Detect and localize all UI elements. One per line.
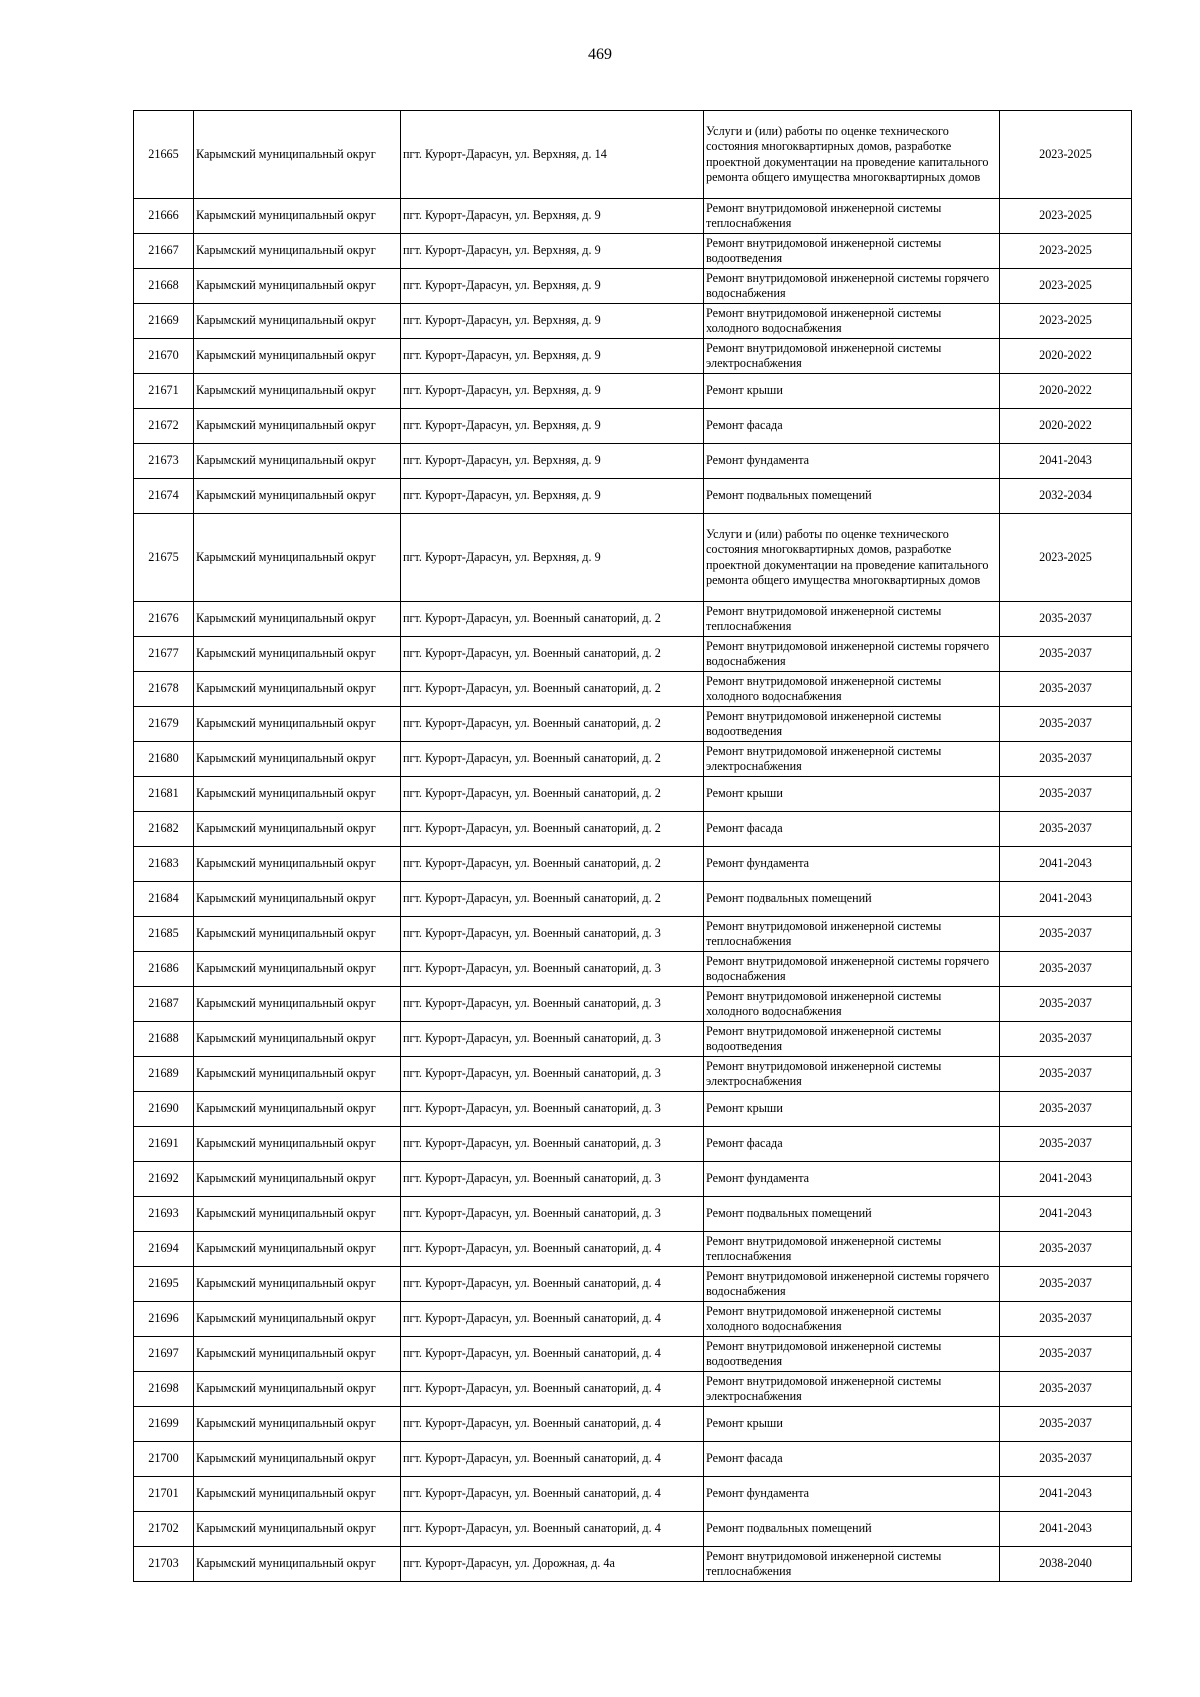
table-row	[134, 917, 1132, 952]
period-cell: 2041-2043	[1000, 1477, 1132, 1512]
page-number: 469	[588, 46, 612, 63]
row-number-cell: 21691	[134, 1127, 194, 1162]
row-number-cell: 21703	[134, 1547, 194, 1582]
work-type-cell: Услуги и (или) работы по оценке технического состояния многоквартирных домов, разработке проектной документации на проведение капитального ремонта общего имущества многоквартирных домов	[704, 111, 1000, 199]
address-cell: пгт. Курорт-Дарасун, ул. Дорожная, д. 4а	[401, 1547, 704, 1582]
address-cell: пгт. Курорт-Дарасун, ул. Военный санаторий, д. 4	[401, 1267, 704, 1302]
work-type-cell: Ремонт внутридомовой инженерной системы электроснабжения	[704, 1372, 1000, 1407]
work-type-cell: Ремонт фасада	[704, 1127, 1000, 1162]
district-cell: Карымский муниципальный округ	[194, 444, 401, 479]
address-cell: пгт. Курорт-Дарасун, ул. Верхняя, д. 9	[401, 304, 704, 339]
work-type-cell: Ремонт фасада	[704, 1442, 1000, 1477]
address-cell: пгт. Курорт-Дарасун, ул. Военный санаторий, д. 2	[401, 602, 704, 637]
table-row	[134, 1127, 1132, 1162]
address-cell: пгт. Курорт-Дарасун, ул. Военный санаторий, д. 2	[401, 637, 704, 672]
work-type-cell: Ремонт внутридомовой инженерной системы электроснабжения	[704, 742, 1000, 777]
address-cell: пгт. Курорт-Дарасун, ул. Верхняя, д. 9	[401, 234, 704, 269]
district-cell: Карымский муниципальный округ	[194, 672, 401, 707]
row-number-cell: 21702	[134, 1512, 194, 1547]
period-cell: 2035-2037	[1000, 672, 1132, 707]
work-type-cell: Ремонт фасада	[704, 812, 1000, 847]
district-cell: Карымский муниципальный округ	[194, 1337, 401, 1372]
work-type-cell: Ремонт внутридомовой инженерной системы водоотведения	[704, 1022, 1000, 1057]
district-cell: Карымский муниципальный округ	[194, 987, 401, 1022]
period-cell: 2035-2037	[1000, 602, 1132, 637]
row-number-cell: 21672	[134, 409, 194, 444]
district-cell: Карымский муниципальный округ	[194, 637, 401, 672]
address-cell: пгт. Курорт-Дарасун, ул. Военный санаторий, д. 3	[401, 952, 704, 987]
address-cell: пгт. Курорт-Дарасун, ул. Военный санаторий, д. 4	[401, 1372, 704, 1407]
table-row	[134, 1302, 1132, 1337]
district-cell: Карымский муниципальный округ	[194, 777, 401, 812]
row-number-cell: 21684	[134, 882, 194, 917]
row-number-cell: 21698	[134, 1372, 194, 1407]
table-row	[134, 847, 1132, 882]
work-type-cell: Ремонт внутридомовой инженерной системы горячего водоснабжения	[704, 1267, 1000, 1302]
period-cell: 2035-2037	[1000, 1407, 1132, 1442]
row-number-cell: 21700	[134, 1442, 194, 1477]
work-type-cell: Ремонт внутридомовой инженерной системы водоотведения	[704, 1337, 1000, 1372]
period-cell: 2035-2037	[1000, 1022, 1132, 1057]
district-cell: Карымский муниципальный округ	[194, 847, 401, 882]
address-cell: пгт. Курорт-Дарасун, ул. Верхняя, д. 9	[401, 444, 704, 479]
address-cell: пгт. Курорт-Дарасун, ул. Верхняя, д. 9	[401, 199, 704, 234]
row-number-cell: 21676	[134, 602, 194, 637]
district-cell: Карымский муниципальный округ	[194, 1372, 401, 1407]
row-number-cell: 21668	[134, 269, 194, 304]
table-row	[134, 987, 1132, 1022]
table-body	[134, 111, 1132, 1582]
period-cell: 2035-2037	[1000, 1372, 1132, 1407]
work-type-cell: Ремонт фундамента	[704, 1477, 1000, 1512]
period-cell: 2023-2025	[1000, 199, 1132, 234]
work-type-cell: Ремонт крыши	[704, 777, 1000, 812]
work-type-cell: Ремонт фасада	[704, 409, 1000, 444]
period-cell: 2035-2037	[1000, 917, 1132, 952]
work-type-cell: Ремонт внутридомовой инженерной системы горячего водоснабжения	[704, 952, 1000, 987]
address-cell: пгт. Курорт-Дарасун, ул. Военный санаторий, д. 2	[401, 847, 704, 882]
district-cell: Карымский муниципальный округ	[194, 1232, 401, 1267]
table-row	[134, 777, 1132, 812]
work-type-cell: Ремонт внутридомовой инженерной системы теплоснабжения	[704, 917, 1000, 952]
district-cell: Карымский муниципальный округ	[194, 707, 401, 742]
row-number-cell: 21673	[134, 444, 194, 479]
address-cell: пгт. Курорт-Дарасун, ул. Военный санаторий, д. 2	[401, 707, 704, 742]
work-type-cell: Ремонт внутридомовой инженерной системы холодного водоснабжения	[704, 1302, 1000, 1337]
period-cell: 2041-2043	[1000, 1197, 1132, 1232]
table-row	[134, 602, 1132, 637]
period-cell: 2035-2037	[1000, 637, 1132, 672]
row-number-cell: 21692	[134, 1162, 194, 1197]
row-number-cell: 21679	[134, 707, 194, 742]
table-row	[134, 1197, 1132, 1232]
work-type-cell: Ремонт крыши	[704, 1407, 1000, 1442]
table-row	[134, 1547, 1132, 1582]
district-cell: Карымский муниципальный округ	[194, 269, 401, 304]
district-cell: Карымский муниципальный округ	[194, 479, 401, 514]
row-number-cell: 21685	[134, 917, 194, 952]
table-row	[134, 1477, 1132, 1512]
row-number-cell: 21683	[134, 847, 194, 882]
work-type-cell: Ремонт крыши	[704, 1092, 1000, 1127]
table-row	[134, 1372, 1132, 1407]
district-cell: Карымский муниципальный округ	[194, 1197, 401, 1232]
period-cell: 2035-2037	[1000, 952, 1132, 987]
period-cell: 2041-2043	[1000, 1162, 1132, 1197]
period-cell: 2020-2022	[1000, 339, 1132, 374]
table-row	[134, 1092, 1132, 1127]
table-row	[134, 444, 1132, 479]
period-cell: 2020-2022	[1000, 409, 1132, 444]
period-cell: 2035-2037	[1000, 987, 1132, 1022]
address-cell: пгт. Курорт-Дарасун, ул. Военный санаторий, д. 2	[401, 777, 704, 812]
work-type-cell: Ремонт внутридомовой инженерной системы холодного водоснабжения	[704, 987, 1000, 1022]
period-cell: 2035-2037	[1000, 812, 1132, 847]
address-cell: пгт. Курорт-Дарасун, ул. Военный санаторий, д. 3	[401, 987, 704, 1022]
district-cell: Карымский муниципальный округ	[194, 514, 401, 602]
table-row	[134, 479, 1132, 514]
row-number-cell: 21693	[134, 1197, 194, 1232]
capital-repair-table	[133, 110, 1132, 1582]
work-type-cell: Ремонт внутридомовой инженерной системы водоотведения	[704, 234, 1000, 269]
address-cell: пгт. Курорт-Дарасун, ул. Военный санаторий, д. 2	[401, 672, 704, 707]
address-cell: пгт. Курорт-Дарасун, ул. Верхняя, д. 9	[401, 479, 704, 514]
district-cell: Карымский муниципальный округ	[194, 234, 401, 269]
period-cell: 2020-2022	[1000, 374, 1132, 409]
table-row	[134, 742, 1132, 777]
row-number-cell: 21687	[134, 987, 194, 1022]
row-number-cell: 21669	[134, 304, 194, 339]
period-cell: 2041-2043	[1000, 882, 1132, 917]
work-type-cell: Ремонт внутридомовой инженерной системы электроснабжения	[704, 1057, 1000, 1092]
work-type-cell: Ремонт подвальных помещений	[704, 1197, 1000, 1232]
period-cell: 2038-2040	[1000, 1547, 1132, 1582]
district-cell: Карымский муниципальный округ	[194, 409, 401, 444]
table-row	[134, 374, 1132, 409]
district-cell: Карымский муниципальный округ	[194, 1407, 401, 1442]
district-cell: Карымский муниципальный округ	[194, 812, 401, 847]
row-number-cell: 21677	[134, 637, 194, 672]
table-row	[134, 1512, 1132, 1547]
period-cell: 2035-2037	[1000, 1337, 1132, 1372]
work-type-cell: Ремонт внутридомовой инженерной системы теплоснабжения	[704, 1232, 1000, 1267]
period-cell: 2041-2043	[1000, 847, 1132, 882]
period-cell: 2023-2025	[1000, 304, 1132, 339]
row-number-cell: 21680	[134, 742, 194, 777]
work-type-cell: Ремонт внутридомовой инженерной системы горячего водоснабжения	[704, 637, 1000, 672]
work-type-cell: Ремонт подвальных помещений	[704, 1512, 1000, 1547]
work-type-cell: Ремонт внутридомовой инженерной системы электроснабжения	[704, 339, 1000, 374]
table-row	[134, 672, 1132, 707]
table-row	[134, 514, 1132, 602]
district-cell: Карымский муниципальный округ	[194, 1547, 401, 1582]
address-cell: пгт. Курорт-Дарасун, ул. Военный санаторий, д. 3	[401, 1127, 704, 1162]
table-row	[134, 707, 1132, 742]
address-cell: пгт. Курорт-Дарасун, ул. Военный санаторий, д. 2	[401, 812, 704, 847]
work-type-cell: Ремонт внутридомовой инженерной системы холодного водоснабжения	[704, 304, 1000, 339]
district-cell: Карымский муниципальный округ	[194, 111, 401, 199]
address-cell: пгт. Курорт-Дарасун, ул. Верхняя, д. 14	[401, 111, 704, 199]
work-type-cell: Ремонт подвальных помещений	[704, 479, 1000, 514]
address-cell: пгт. Курорт-Дарасун, ул. Военный санаторий, д. 3	[401, 1162, 704, 1197]
period-cell: 2023-2025	[1000, 269, 1132, 304]
work-type-cell: Ремонт фундамента	[704, 847, 1000, 882]
address-cell: пгт. Курорт-Дарасун, ул. Военный санаторий, д. 3	[401, 1057, 704, 1092]
district-cell: Карымский муниципальный округ	[194, 374, 401, 409]
row-number-cell: 21681	[134, 777, 194, 812]
work-type-cell: Ремонт фундамента	[704, 1162, 1000, 1197]
row-number-cell: 21701	[134, 1477, 194, 1512]
row-number-cell: 21682	[134, 812, 194, 847]
address-cell: пгт. Курорт-Дарасун, ул. Военный санаторий, д. 4	[401, 1232, 704, 1267]
address-cell: пгт. Курорт-Дарасун, ул. Военный санаторий, д. 3	[401, 1022, 704, 1057]
period-cell: 2041-2043	[1000, 1512, 1132, 1547]
table-row	[134, 199, 1132, 234]
address-cell: пгт. Курорт-Дарасун, ул. Военный санаторий, д. 4	[401, 1512, 704, 1547]
address-cell: пгт. Курорт-Дарасун, ул. Военный санаторий, д. 4	[401, 1302, 704, 1337]
row-number-cell: 21667	[134, 234, 194, 269]
table-row	[134, 1022, 1132, 1057]
district-cell: Карымский муниципальный округ	[194, 1512, 401, 1547]
district-cell: Карымский муниципальный округ	[194, 742, 401, 777]
district-cell: Карымский муниципальный округ	[194, 1162, 401, 1197]
district-cell: Карымский муниципальный округ	[194, 602, 401, 637]
work-type-cell: Ремонт фундамента	[704, 444, 1000, 479]
work-type-cell: Ремонт внутридомовой инженерной системы теплоснабжения	[704, 602, 1000, 637]
period-cell: 2035-2037	[1000, 1302, 1132, 1337]
table-row	[134, 1162, 1132, 1197]
district-cell: Карымский муниципальный округ	[194, 304, 401, 339]
district-cell: Карымский муниципальный округ	[194, 1092, 401, 1127]
address-cell: пгт. Курорт-Дарасун, ул. Военный санаторий, д. 3	[401, 1092, 704, 1127]
table-row	[134, 1442, 1132, 1477]
period-cell: 2035-2037	[1000, 1267, 1132, 1302]
row-number-cell: 21699	[134, 1407, 194, 1442]
address-cell: пгт. Курорт-Дарасун, ул. Военный санаторий, д. 4	[401, 1337, 704, 1372]
row-number-cell: 21666	[134, 199, 194, 234]
address-cell: пгт. Курорт-Дарасун, ул. Военный санаторий, д. 4	[401, 1442, 704, 1477]
table-row	[134, 1057, 1132, 1092]
work-type-cell: Ремонт внутридомовой инженерной системы теплоснабжения	[704, 1547, 1000, 1582]
address-cell: пгт. Курорт-Дарасун, ул. Верхняя, д. 9	[401, 374, 704, 409]
district-cell: Карымский муниципальный округ	[194, 1302, 401, 1337]
table-row	[134, 1267, 1132, 1302]
district-cell: Карымский муниципальный округ	[194, 339, 401, 374]
address-cell: пгт. Курорт-Дарасун, ул. Военный санаторий, д. 2	[401, 742, 704, 777]
period-cell: 2023-2025	[1000, 111, 1132, 199]
period-cell: 2035-2037	[1000, 1057, 1132, 1092]
address-cell: пгт. Курорт-Дарасун, ул. Военный санаторий, д. 4	[401, 1407, 704, 1442]
period-cell: 2035-2037	[1000, 777, 1132, 812]
period-cell: 2032-2034	[1000, 479, 1132, 514]
table-row	[134, 812, 1132, 847]
period-cell: 2035-2037	[1000, 742, 1132, 777]
work-type-cell: Ремонт крыши	[704, 374, 1000, 409]
table-row	[134, 952, 1132, 987]
work-type-cell: Услуги и (или) работы по оценке технического состояния многоквартирных домов, разработке проектной документации на проведение капитального ремонта общего имущества многоквартирных домов	[704, 514, 1000, 602]
district-cell: Карымский муниципальный округ	[194, 917, 401, 952]
district-cell: Карымский муниципальный округ	[194, 1477, 401, 1512]
address-cell: пгт. Курорт-Дарасун, ул. Военный санаторий, д. 4	[401, 1477, 704, 1512]
district-cell: Карымский муниципальный округ	[194, 882, 401, 917]
period-cell: 2023-2025	[1000, 234, 1132, 269]
row-number-cell: 21670	[134, 339, 194, 374]
row-number-cell: 21671	[134, 374, 194, 409]
table-row	[134, 111, 1132, 199]
district-cell: Карымский муниципальный округ	[194, 199, 401, 234]
address-cell: пгт. Курорт-Дарасун, ул. Верхняя, д. 9	[401, 514, 704, 602]
period-cell: 2035-2037	[1000, 707, 1132, 742]
district-cell: Карымский муниципальный округ	[194, 1022, 401, 1057]
work-type-cell: Ремонт подвальных помещений	[704, 882, 1000, 917]
table-row	[134, 409, 1132, 444]
address-cell: пгт. Курорт-Дарасун, ул. Верхняя, д. 9	[401, 409, 704, 444]
address-cell: пгт. Курорт-Дарасун, ул. Верхняя, д. 9	[401, 269, 704, 304]
period-cell: 2035-2037	[1000, 1092, 1132, 1127]
address-cell: пгт. Курорт-Дарасун, ул. Военный санаторий, д. 3	[401, 917, 704, 952]
row-number-cell: 21696	[134, 1302, 194, 1337]
table-row	[134, 339, 1132, 374]
row-number-cell: 21690	[134, 1092, 194, 1127]
district-cell: Карымский муниципальный округ	[194, 1442, 401, 1477]
table-row	[134, 637, 1132, 672]
period-cell: 2023-2025	[1000, 514, 1132, 602]
period-cell: 2035-2037	[1000, 1442, 1132, 1477]
period-cell: 2035-2037	[1000, 1127, 1132, 1162]
work-type-cell: Ремонт внутридомовой инженерной системы горячего водоснабжения	[704, 269, 1000, 304]
row-number-cell: 21678	[134, 672, 194, 707]
row-number-cell: 21665	[134, 111, 194, 199]
table-row	[134, 269, 1132, 304]
district-cell: Карымский муниципальный округ	[194, 952, 401, 987]
table-row	[134, 1407, 1132, 1442]
row-number-cell: 21686	[134, 952, 194, 987]
row-number-cell: 21675	[134, 514, 194, 602]
table-row	[134, 304, 1132, 339]
address-cell: пгт. Курорт-Дарасун, ул. Военный санаторий, д. 2	[401, 882, 704, 917]
row-number-cell: 21688	[134, 1022, 194, 1057]
district-cell: Карымский муниципальный округ	[194, 1057, 401, 1092]
period-cell: 2035-2037	[1000, 1232, 1132, 1267]
row-number-cell: 21689	[134, 1057, 194, 1092]
table-row	[134, 234, 1132, 269]
period-cell: 2041-2043	[1000, 444, 1132, 479]
work-type-cell: Ремонт внутридомовой инженерной системы холодного водоснабжения	[704, 672, 1000, 707]
district-cell: Карымский муниципальный округ	[194, 1267, 401, 1302]
table-row	[134, 882, 1132, 917]
address-cell: пгт. Курорт-Дарасун, ул. Верхняя, д. 9	[401, 339, 704, 374]
address-cell: пгт. Курорт-Дарасун, ул. Военный санаторий, д. 3	[401, 1197, 704, 1232]
work-type-cell: Ремонт внутридомовой инженерной системы водоотведения	[704, 707, 1000, 742]
row-number-cell: 21674	[134, 479, 194, 514]
row-number-cell: 21695	[134, 1267, 194, 1302]
table-row	[134, 1232, 1132, 1267]
row-number-cell: 21697	[134, 1337, 194, 1372]
row-number-cell: 21694	[134, 1232, 194, 1267]
district-cell: Карымский муниципальный округ	[194, 1127, 401, 1162]
work-type-cell: Ремонт внутридомовой инженерной системы теплоснабжения	[704, 199, 1000, 234]
table-row	[134, 1337, 1132, 1372]
